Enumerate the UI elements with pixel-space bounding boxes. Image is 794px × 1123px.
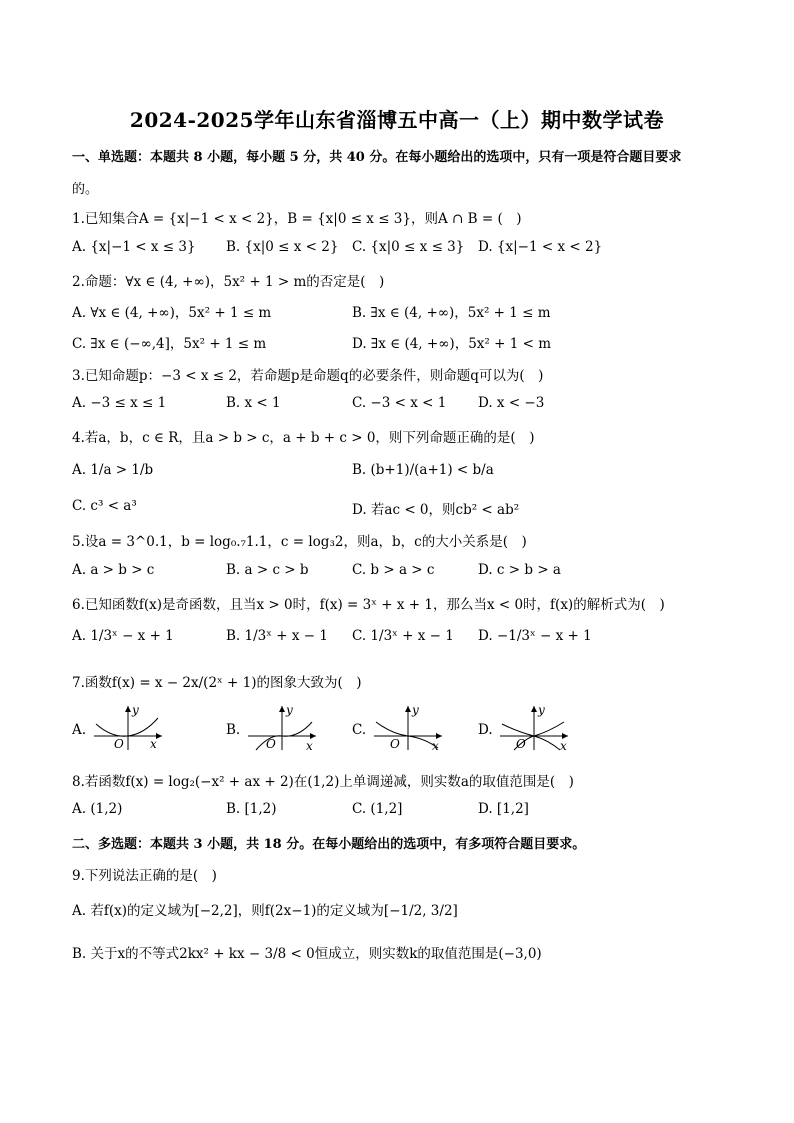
- q3-option-a: A. −3 ≤ x ≤ 1: [72, 395, 167, 411]
- q5-option-a: A. a > b > c: [72, 562, 155, 578]
- section-1-heading: 一、单选题：本题共 8 小题，每小题 5 分，共 40 分。在每小题给出的选项中，只有一项是符合题目要求: [72, 150, 682, 165]
- section-1-heading-cont: 的。: [72, 182, 99, 197]
- q4-option-a: A. 1/a > 1/b: [72, 462, 154, 478]
- q7-b-origin-label: O: [266, 737, 276, 751]
- q7-a-x-label: x: [150, 737, 157, 751]
- q9-option-a: A. 若f(x)的定义域为[−2,2]，则f(2x−1)的定义域为[−1/2, 3/2]: [72, 903, 458, 919]
- q7-a-y-label: y: [132, 704, 139, 717]
- q7-c-x-label: x: [432, 739, 439, 752]
- q7-graph-d: [498, 704, 570, 752]
- q7-graph-a: [92, 704, 164, 752]
- q1-option-c: C. {x|0 ≤ x ≤ 3}: [352, 239, 465, 255]
- q7-graph-c: [372, 704, 444, 752]
- q7-option-a-label: A.: [72, 722, 87, 738]
- q2-option-b: B. ∃x ∈ (4, +∞)，5x² + 1 ≤ m: [352, 305, 551, 321]
- q6-option-d: D. −1/3ˣ − x + 1: [478, 628, 592, 644]
- q7-option-b-label: B.: [226, 722, 241, 738]
- question-1: 1.已知集合A = {x|−1 < x < 2}，B = {x|0 ≤ x ≤ 3}，则A ∩ B = ( ): [72, 211, 522, 227]
- question-5: 5.设a = 3^0.1，b = log₀.₇1.1，c = log₃2，则a，b，c的大小关系是( ): [72, 534, 527, 550]
- q4-option-b: B. (b+1)/(a+1) < b/a: [352, 462, 494, 478]
- q4-option-d: D. 若ac < 0，则cb² < ab²: [352, 502, 520, 518]
- q7-graph-b: [246, 704, 318, 752]
- q3-option-b: B. x < 1: [226, 395, 281, 411]
- q8-option-b: B. [1,2): [226, 801, 277, 817]
- question-2: 2.命题：∀x ∈ (4, +∞)，5x² + 1 > m的否定是( ): [72, 274, 385, 290]
- q6-option-b: B. 1/3ˣ + x − 1: [226, 628, 328, 644]
- q7-option-d-label: D.: [478, 722, 493, 738]
- q8-option-d: D. [1,2]: [478, 801, 529, 817]
- q7-b-x-label: x: [306, 739, 313, 752]
- section-2-heading: 二、多选题：本题共 3 小题，共 18 分。在每小题给出的选项中，有多项符合题目要求。: [72, 837, 586, 852]
- q8-option-c: C. (1,2]: [352, 801, 403, 817]
- q8-option-a: A. (1,2): [72, 801, 123, 817]
- q7-c-y-label: y: [412, 704, 419, 717]
- question-7: 7.函数f(x) = x − 2x/(2ˣ + 1)的图象大致为( ): [72, 675, 362, 691]
- q7-d-x-label: x: [560, 739, 567, 752]
- q1-option-b: B. {x|0 ≤ x < 2}: [226, 239, 339, 255]
- q6-option-c: C. 1/3ˣ + x − 1: [352, 628, 454, 644]
- q6-option-a: A. 1/3ˣ − x + 1: [72, 628, 174, 644]
- question-3: 3.已知命题p：−3 < x ≤ 2，若命题p是命题q的必要条件，则命题q可以为( ): [72, 368, 544, 384]
- q7-option-c-label: C.: [352, 722, 367, 738]
- q7-d-y-label: y: [538, 704, 545, 717]
- question-6: 6.已知函数f(x)是奇函数，且当x > 0时，f(x) = 3ˣ + x + 1，那么当x < 0时，f(x)的解析式为( ): [72, 597, 665, 613]
- question-9: 9.下列说法正确的是( ): [72, 868, 217, 884]
- q3-option-d: D. x < −3: [478, 395, 545, 411]
- question-4: 4.若a，b，c ∈ R，且a > b > c，a + b + c > 0，则下列命题正确的是( ): [72, 430, 535, 446]
- q1-option-d: D. {x|−1 < x < 2}: [478, 239, 603, 255]
- q3-option-c: C. −3 < x < 1: [352, 395, 447, 411]
- question-8: 8.若函数f(x) = log₂(−x² + ax + 2)在(1,2)上单调递减，则实数a的取值范围是( ): [72, 774, 574, 790]
- q5-option-d: D. c > b > a: [478, 562, 561, 578]
- q7-b-y-label: y: [286, 704, 293, 717]
- exam-title: 2024-2025学年山东省淄博五中高一（上）期中数学试卷: [129, 108, 665, 132]
- q7-a-origin-label: O: [114, 737, 124, 751]
- q2-option-d: D. ∃x ∈ (4, +∞)，5x² + 1 < m: [352, 336, 551, 352]
- q5-option-c: C. b > a > c: [352, 562, 435, 578]
- q2-option-a: A. ∀x ∈ (4, +∞)，5x² + 1 ≤ m: [72, 305, 272, 321]
- q4-option-c: C. c³ < a³: [72, 498, 137, 514]
- q7-c-origin-label: O: [390, 737, 400, 751]
- q9-option-b: B. 关于x的不等式2kx² + kx − 3/8 < 0恒成立，则实数k的取值范围是(−3,0): [72, 946, 542, 962]
- q2-option-c: C. ∃x ∈ (−∞,4]，5x² + 1 ≤ m: [72, 336, 267, 352]
- q5-option-b: B. a > c > b: [226, 562, 309, 578]
- q7-d-origin-label: O: [516, 737, 526, 751]
- q1-option-a: A. {x|−1 < x ≤ 3}: [72, 239, 196, 255]
